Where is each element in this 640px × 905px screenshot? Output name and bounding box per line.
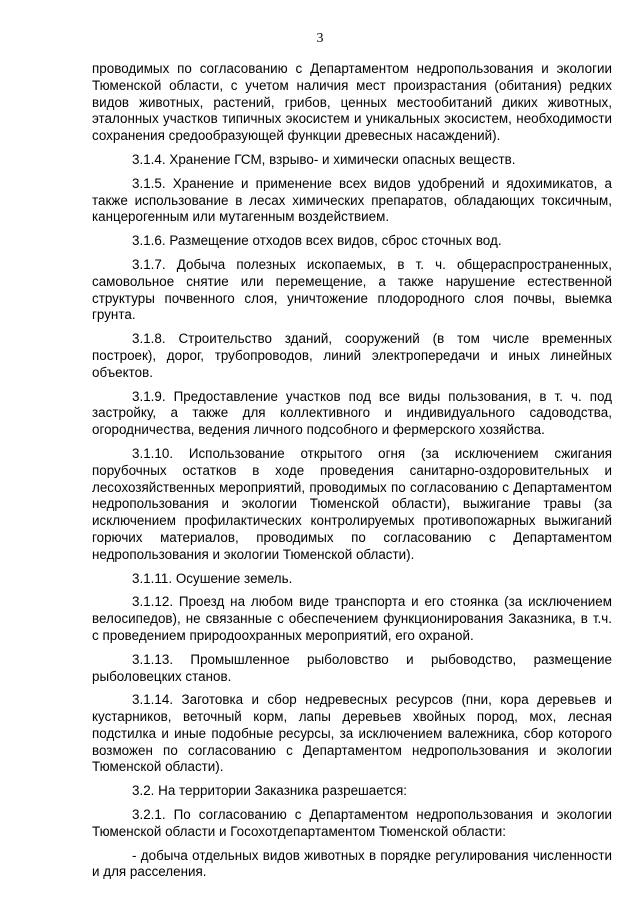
paragraph-3-1-5: 3.1.5. Хранение и применение всех видов удобрений и ядохимикатов, а также использование в лесах химических препаратов, обладающих токсичным, канцерогенным или мутагенным воздействием. <box>92 175 612 225</box>
paragraph-3-2: 3.2. На территории Заказника разрешается: <box>132 783 408 799</box>
paragraph-3-1-9: 3.1.9. Предоставление участков под все виды пользования, в т. ч. под застройку, а также для коллективного и индивидуального садоводства, огородничества, ведения личного подсобного и фермерского хозяйства. <box>92 388 612 438</box>
paragraph-3-1-4: 3.1.4. Хранение ГСМ, взрыво- и химически опасных веществ. <box>132 151 516 167</box>
paragraph-3-1-11: 3.1.11. Осушение земель. <box>132 570 293 586</box>
paragraph-3-1-10: 3.1.10. Использование открытого огня (за исключением сжигания порубочных остатков в ходе проведения санитарно-оздоровительных и лесохозяйственных мероприятий, проводимых по согласованию с Департаментом недропользования и экологии Тюменской области), выжигание травы (за исключением профилактических контролируемых противопожарных выжиганий горючих материалов, проводимых по согласованию с Департаментом недропользования и экологии Тюменской области). <box>92 445 612 562</box>
document-body <box>92 61 612 888</box>
paragraph-3-1-7: 3.1.7. Добыча полезных ископаемых, в т. ч. общераспространенных, самовольное снятие или перемещение, а также нарушение естественной структуры почвенного слоя, уничтожение плодородного слоя почвы, выемка грунта. <box>92 256 612 323</box>
paragraph-3-1-12: 3.1.12. Проезд на любом виде транспорта и его стоянка (за исключением велосипедов), не связанные с обеспечением функционирования Заказника, в т.ч. с проведением природоохранных мероприятий, его охраной. <box>92 594 612 643</box>
paragraph-3-1-8: 3.1.8. Строительство зданий, сооружений (в том числе временных построек), дорог, трубопроводов, линий электропередачи и иных линейных объектов. <box>92 331 612 380</box>
paragraph-3-1-14: 3.1.14. Заготовка и сбор недревесных ресурсов (пни, кора деревьев и кустарников, веточный корм, лапы деревьев хвойных пород, мох, лесная подстилка и иные подобные ресурсы, за исключением валежника, сбор которого возможен по согласованию с Департаментом недропользования и экологии Тюменской области). <box>92 692 612 775</box>
page-number: 3 <box>316 31 324 46</box>
paragraph-3-1-6: 3.1.6. Размещение отходов всех видов, сброс сточных вод. <box>132 233 502 249</box>
paragraph-3-1-13: 3.1.13. Промышленное рыболовство и рыбоводство, размещение рыболовецких станов. <box>92 651 612 684</box>
paragraph-3-2-1: 3.2.1. По согласованию с Департаментом недропользования и экологии Тюменской области и Госохотдепартаментом Тюменской области: <box>92 807 612 839</box>
paragraph-list-item: - добыча отдельных видов животных в порядке регулирования численности и для расселения. <box>92 847 612 880</box>
paragraph-continuation: проводимых по согласованию с Департаментом недропользования и экологии Тюменской области, с учетом наличия мест произрастания (обитания) редких видов животных, растений, грибов, ценных местообитаний диких животных, эталонных участков типичных экосистем и уникальных экосистем, необходимости сохранения средообразующей функции древесных насаждений). <box>92 61 612 144</box>
